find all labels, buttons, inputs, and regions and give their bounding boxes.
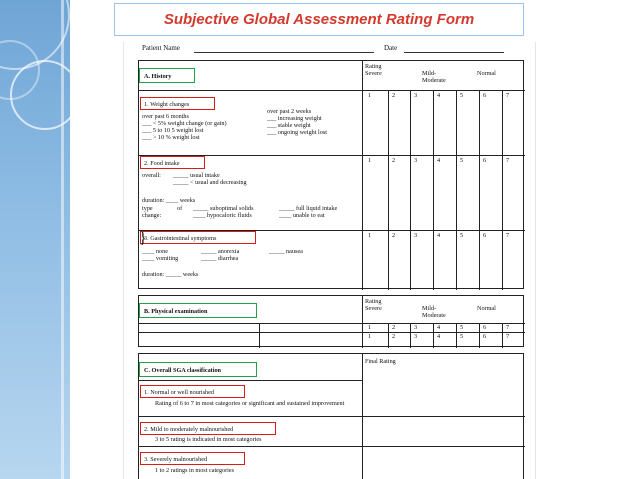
weight-option: ___ increasing weight <box>267 115 322 122</box>
rating-cell: 3 <box>414 157 418 164</box>
rating-cell: 3 <box>414 92 418 99</box>
rating-cell: 3 <box>414 232 418 239</box>
food-option: _____ suboptimal solids <box>193 205 254 212</box>
class-2-title: 2. Mild to moderately malnourished <box>144 426 234 433</box>
rating-cell: 1 <box>368 157 372 164</box>
weight-option: ___ < 5% weight change (or gain) <box>142 120 227 127</box>
rating-cell: 6 <box>483 324 487 331</box>
physical-title: B. Physical examination <box>144 308 208 315</box>
food-overall-label: overall: <box>142 172 161 179</box>
weight-option: ___ stable weight <box>267 122 311 129</box>
decorative-strip <box>61 0 64 479</box>
slide-sidebar <box>0 0 70 479</box>
gi-option: ____ vomiting <box>142 255 179 262</box>
food-option: ____ unable to eat <box>279 212 325 219</box>
rating-row-gi: 1 2 3 4 5 6 7 } <box>139 230 510 247</box>
rating-cell: 5 <box>460 157 464 164</box>
slide-title: Subjective Global Assessment Rating Form <box>163 11 475 28</box>
rating-cell: 7 <box>506 232 510 239</box>
food-type-label: type <box>142 205 153 212</box>
date-label: Date <box>384 44 398 52</box>
gi-option: _____ diarrhea <box>201 255 239 262</box>
green-highlight-box <box>139 303 257 318</box>
food-duration: duration: ____ weeks <box>142 197 196 204</box>
gi-option: _____ nausea <box>269 248 303 255</box>
rating-cell: 5 <box>460 92 464 99</box>
rating-cell: 2 <box>392 232 396 239</box>
rating-cell: 3 <box>414 333 418 340</box>
class-1-desc: Rating of 6 to 7 in most categories or significant and sustained improvement <box>155 400 345 407</box>
food-intake-title: 2. Food intake <box>144 160 180 167</box>
rating-cell: 4 <box>437 324 441 331</box>
overall-title: C. Overall SGA classification <box>144 367 221 374</box>
rating-cell: 3 <box>414 324 418 331</box>
food-option: _____ full liquid intake <box>279 205 338 212</box>
overall-section <box>138 353 524 479</box>
rating-cell: 4 <box>437 333 441 340</box>
weight-changes-title: 1. Weight changes <box>144 101 190 108</box>
rating-mild: Mild- <box>422 70 437 77</box>
gi-duration: duration: _____ weeks <box>142 271 199 278</box>
rating-severe: Severe <box>365 305 382 312</box>
final-rating-label: Final Rating <box>365 358 396 365</box>
weight-right-head: over past 2 weeks <box>267 108 312 115</box>
rating-cell: 2 <box>392 333 396 340</box>
red-highlight-box <box>140 452 245 465</box>
food-option: ____ hypocaloric fluids <box>193 212 252 219</box>
weight-option: ___ 5 to 10 5 weight lost <box>142 127 204 134</box>
rating-row-food <box>139 155 525 165</box>
weight-option: ___ ongoing weight lost <box>267 129 327 136</box>
sga-form <box>123 42 536 479</box>
food-option: _____ < usual and decreasing <box>173 179 247 186</box>
rating-cell: 6 <box>483 232 487 239</box>
rating-row-weight <box>139 90 525 100</box>
rating-moderate: Moderate <box>422 312 446 319</box>
rating-cell: 2 <box>392 92 396 99</box>
patient-name-line <box>194 52 374 53</box>
physical-section <box>138 295 524 347</box>
food-change-label: change: <box>142 212 162 219</box>
rating-row-physical-1 <box>139 323 525 332</box>
patient-name-label: Patient Name <box>142 44 180 52</box>
food-of-label: of <box>177 205 183 212</box>
rating-normal: Normal <box>477 305 496 312</box>
rating-cell: 6 <box>483 157 487 164</box>
class-3-desc: 1 to 2 ratings in most categories <box>155 467 235 474</box>
rating-cell: 4 <box>437 157 441 164</box>
rating-mild: Mild- <box>422 305 437 312</box>
date-line <box>404 52 504 53</box>
rating-cell: 1 <box>368 92 372 99</box>
rating-cell: 6 <box>483 92 487 99</box>
rating-cell: 5 <box>460 333 464 340</box>
rating-cell: 6 <box>483 333 487 340</box>
food-option: _____ usual intake <box>173 172 220 179</box>
history-section <box>138 60 524 289</box>
history-title: A. History <box>144 73 172 80</box>
rating-cell: 2 <box>392 157 396 164</box>
rating-cell: 7 <box>506 324 510 331</box>
rating-cell: 5 <box>460 232 464 239</box>
rating-severe: Severe <box>365 70 382 77</box>
rating-cell: 7 <box>506 333 510 340</box>
gi-symptoms-title: 3. Gastrointestinal symptoms <box>144 235 217 242</box>
green-highlight-box <box>139 362 257 377</box>
rating-cell: 2 <box>392 324 396 331</box>
rating-moderate: Moderate <box>422 77 446 84</box>
rating-row-physical-2 <box>139 332 525 341</box>
rating-label: Rating <box>365 63 382 70</box>
rating-cell: 1 <box>368 324 372 331</box>
rating-cell: 4 <box>437 92 441 99</box>
rating-normal: Normal <box>477 70 496 77</box>
rating-cell: 5 <box>460 324 464 331</box>
class-2-desc: 3 to 5 rating is indicated in most categories <box>155 436 262 443</box>
gi-option: _____ anorexia <box>201 248 240 255</box>
green-highlight-box <box>139 68 195 83</box>
rating-cell: 7 <box>506 157 510 164</box>
rating-cell: 4 <box>437 232 441 239</box>
title-box <box>114 3 524 36</box>
red-highlight-box <box>140 385 245 398</box>
weight-left-head: over past 6 months <box>142 113 189 120</box>
rating-label: Rating <box>365 298 382 305</box>
class-3-title: 3. Severely malnourished <box>144 456 208 463</box>
rating-cell: 7 <box>506 92 510 99</box>
weight-option: ___ > 10 % weight lost <box>142 134 200 141</box>
rating-cell: 1 <box>368 333 372 340</box>
rating-cell: 1 <box>368 232 372 239</box>
gi-option: ____ none <box>142 248 168 255</box>
class-1-title: 1. Normal or well nourished <box>144 389 214 396</box>
red-highlight-box <box>140 422 276 435</box>
